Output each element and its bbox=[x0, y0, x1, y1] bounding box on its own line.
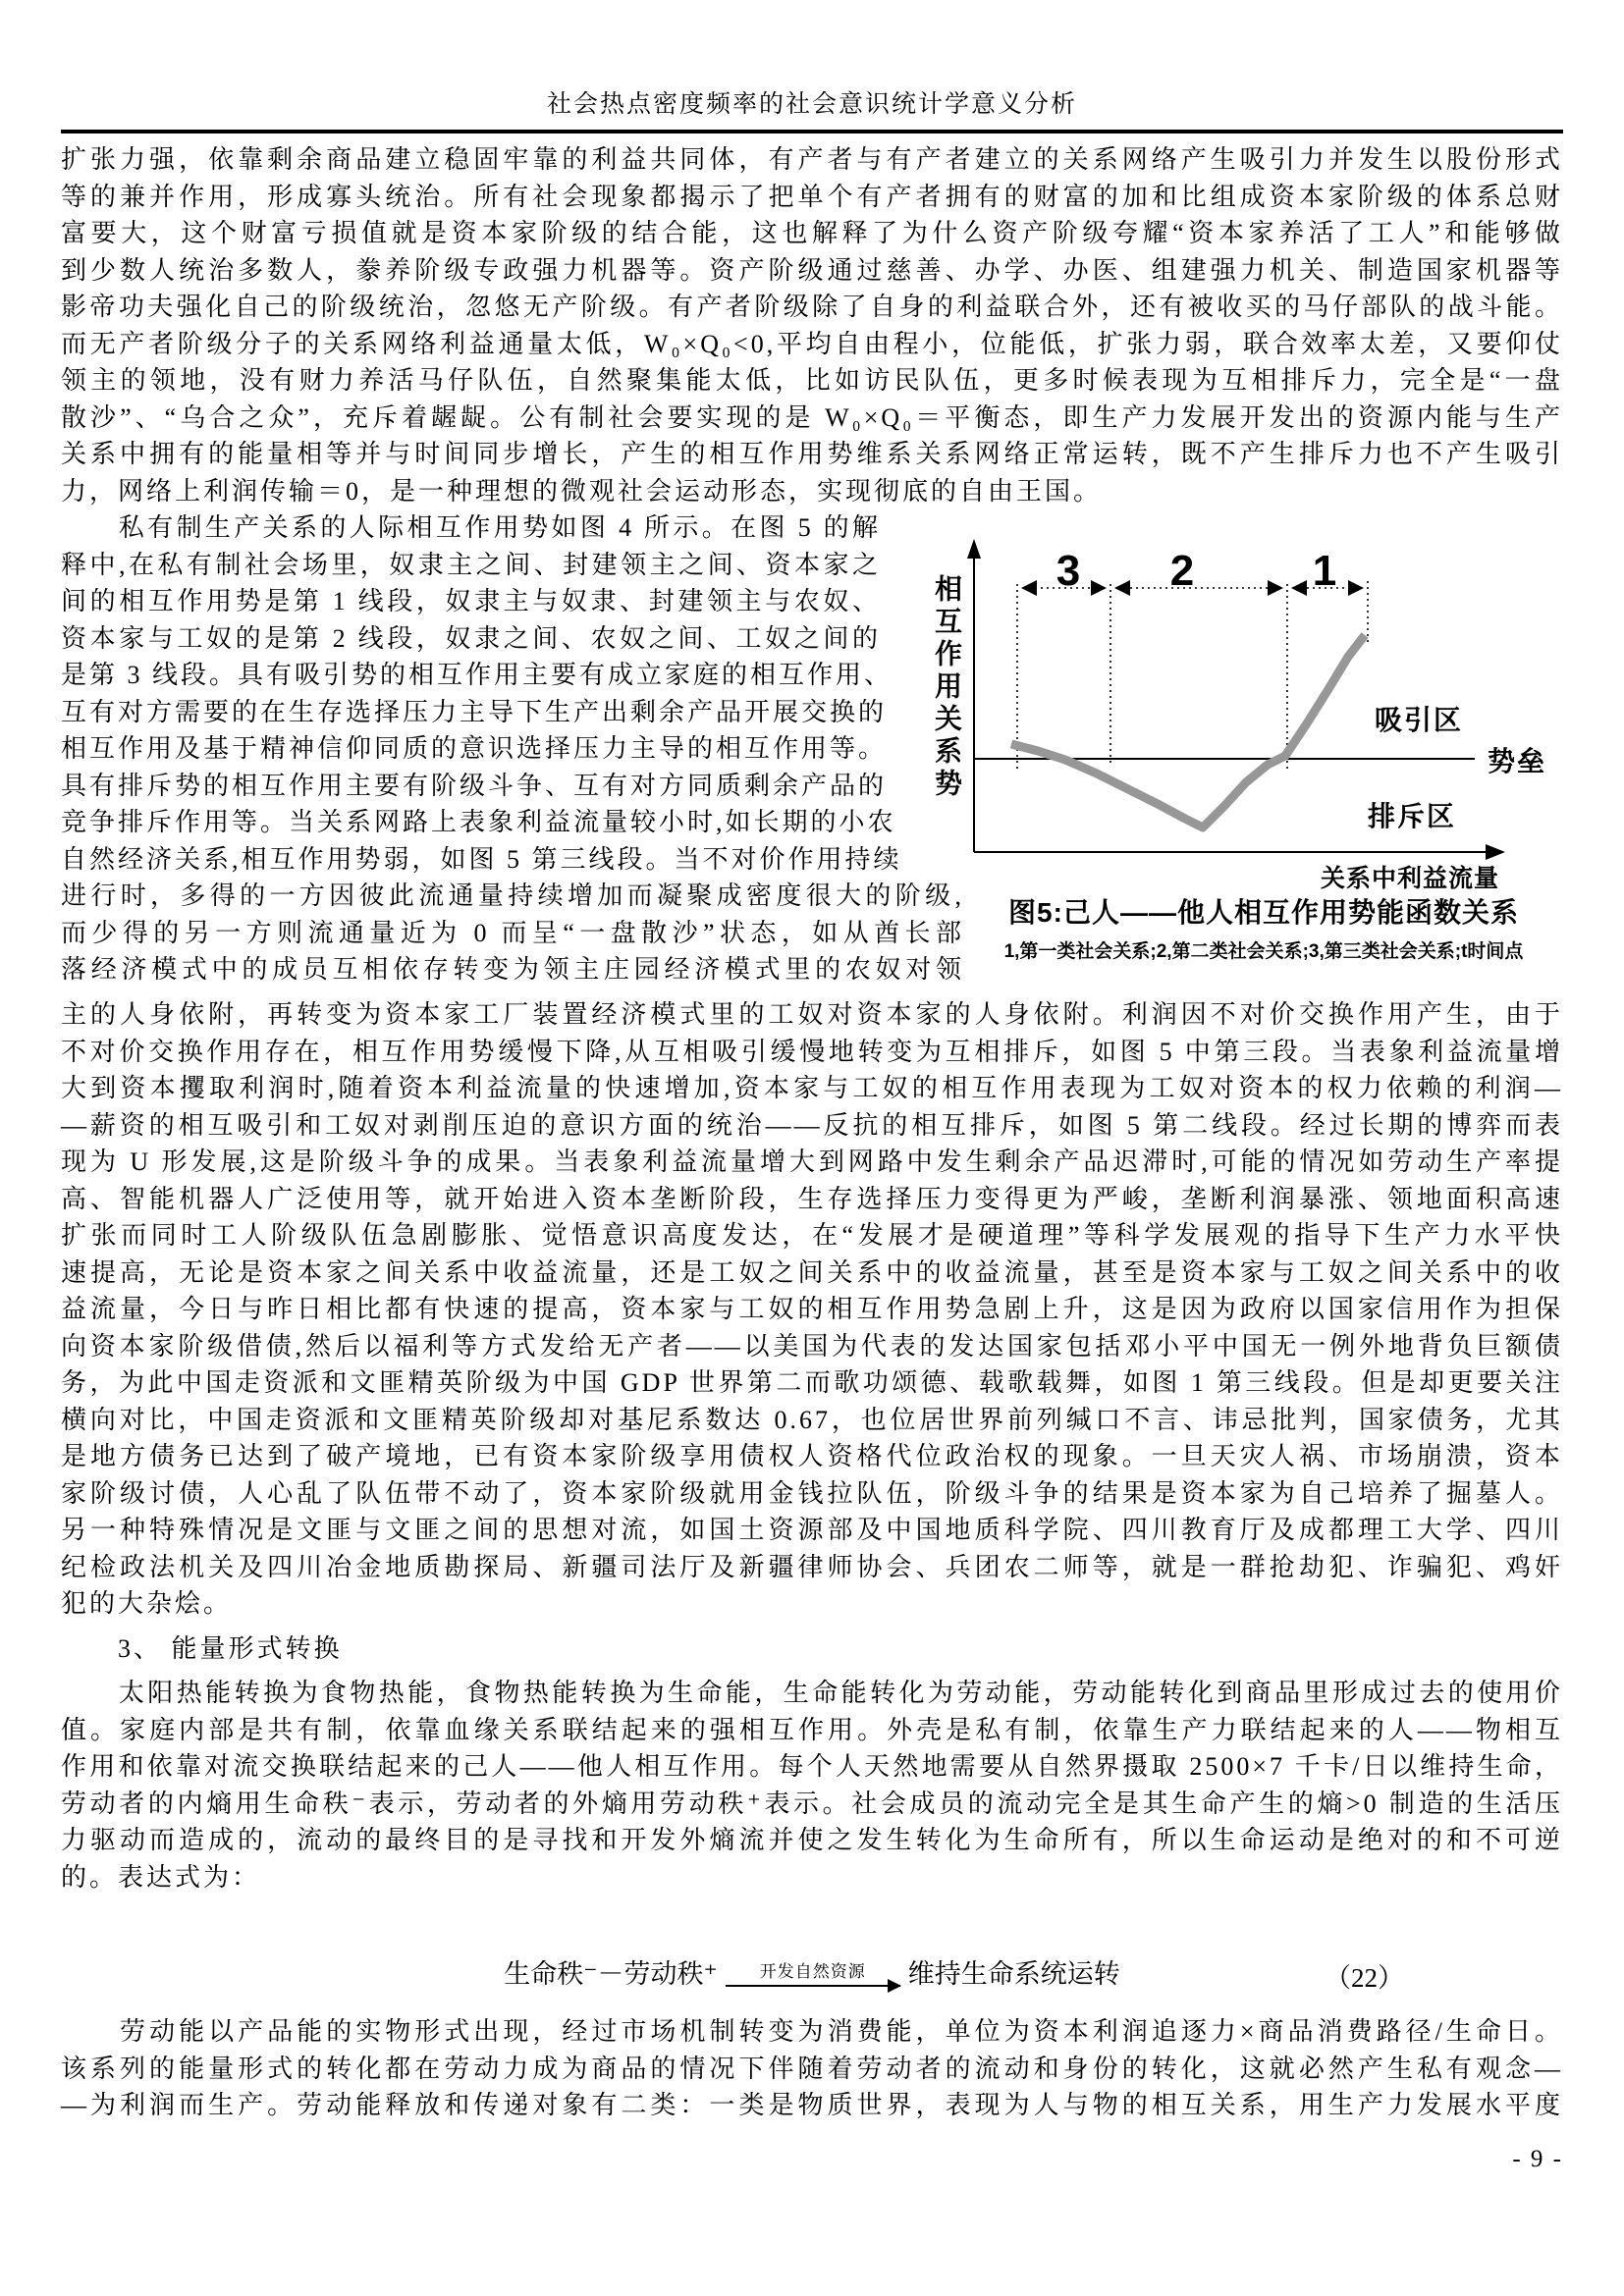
figure-x-axis-label: 关系中利益流量 bbox=[1321, 866, 1500, 892]
text-line: 进行时，多得的一方因彼此流通量持续增加而凝聚成密度很大的阶级, bbox=[61, 881, 964, 910]
text-line: 力驱动而造成的，流动的最终目的是寻找和开发外熵流并使之发生转化为生命所有，所以生命运动是绝对的和不可逆 bbox=[61, 1826, 1563, 1854]
text-line: 是地方债务已达到了破产境地，已有资本家阶级享用债权人资格代位政治权的现象。一旦天灾人祸、市场崩溃，资本 bbox=[61, 1442, 1563, 1470]
text-line: 务，为此中国走资派和文匪精英阶级为中国 GDP 世界第二而歌功颂德、载歌载舞，如图 1 第三线段。但是却更要关注 bbox=[61, 1368, 1563, 1397]
potential-curve bbox=[1011, 635, 1365, 828]
text-line: 到少数人统治多数人，豢养阶级专政强力机器等。资产阶级通过慈善、办学、办医、组建强力机关、制造国家机器等 bbox=[61, 255, 1563, 285]
text-line: 不对价交换作用存在，相互作用势缓慢下降,从互相吸引缓慢地转变为互相排斥，如图 5 中第三段。当表象利益流量增 bbox=[61, 1037, 1563, 1066]
y-axis-arrow bbox=[967, 539, 981, 559]
paragraph-3 bbox=[61, 1675, 1563, 1896]
text-line: 具有排斥势的相互作用主要有阶级斗争、互有对方同质剩余产品的 bbox=[61, 771, 888, 800]
text-line: 益流量，今日与昨日相比都有快速的提高，资本家与工奴的相互作用势急剧上升，这是因为政府以国家信用作为担保 bbox=[61, 1295, 1563, 1323]
text-line: 自然经济关系,相互作用势弱，如图 5 第三线段。当不对价作用持续 bbox=[61, 844, 902, 874]
region-label-2: 2 bbox=[1169, 547, 1195, 595]
text-line: 劳动能以产品能的实物形式出现，经过市场机制转变为消费能，单位为资本利润追逐力×商品消费路径/生命日。 bbox=[61, 2017, 1563, 2046]
equation-number: （22） bbox=[1325, 1963, 1404, 1993]
text-line: 竞争排斥作用等。当关系网路上表象利益流量较小时,如长期的小农 bbox=[61, 808, 896, 836]
text-line: 现为 U 形发展,这是阶级斗争的成果。当表象利益流量增大到网路中发生剩余产品迟滞时,可能的情况如劳动生产率提 bbox=[61, 1148, 1563, 1176]
title-divider bbox=[61, 130, 1563, 133]
text-line: 大到资本攫取利润时,随着资本利益流量的快速增加,资本家与工奴的相互作用表现为工奴对资本的权力依赖的利润— bbox=[61, 1074, 1563, 1102]
region-span-arrow-2 bbox=[1114, 580, 1283, 596]
barrier-label: 势垒 bbox=[1488, 747, 1547, 777]
reaction-arrow-label: 开发自然资源 bbox=[759, 1961, 866, 1981]
text-line: 散沙”、“乌合之众”，充斥着龌龊。公有制社会要实现的是 W₀×Q₀＝平衡态，即生产力发展开发出的资源内能与生产 bbox=[61, 402, 1563, 432]
text-line: 资本家与工奴的是第 2 线段，奴隶之间、农奴之间、工奴之间的 bbox=[61, 623, 881, 653]
text-line: 高、智能机器人广泛使用等，就开始进入资本垄断阶段，生存选择压力变得更为严峻，垄断利润暴涨、领地面积高速 bbox=[61, 1184, 1563, 1213]
repulsion-zone-label: 排斥区 bbox=[1368, 802, 1457, 832]
text-line: 而少得的另一方则流通量近为 0 而呈“一盘散沙”状态，如从酋长部 bbox=[61, 918, 964, 947]
page-title: 社会热点密度频率的社会意识统计学意义分析 bbox=[546, 91, 1077, 118]
text-line: 扩张而同时工人阶级队伍急剧膨胀、觉悟意识高度发达，在“发展才是硬道理”等科学发展观的指导下生产力水平快 bbox=[61, 1221, 1563, 1250]
equation-22 bbox=[61, 1935, 1563, 2005]
text-line: 影帝功夫强化自己的阶级统治，忽悠无产阶级。有产者阶级除了自身的利益联合外，还有被收买的马仔部队的战斗能。 bbox=[61, 293, 1563, 321]
text-line: 劳动者的内熵用生命秩⁻表示，劳动者的外熵用劳动秩⁺表示。社会成员的流动完全是其生命产生的熵>0 制造的生活压 bbox=[61, 1789, 1563, 1818]
text-line: 纪检政法机关及四川冶金地质勘探局、新疆司法厅及新疆律师协会、兵团农二师等，就是一群抢劫犯、诈骗犯、鸡奸 bbox=[61, 1552, 1563, 1581]
text-line: 速提高，无论是资本家之间关系中收益流量，还是工奴之间关系中的收益流量，甚至是资本家与工奴之间关系中的收 bbox=[61, 1257, 1563, 1287]
text-line: 是第 3 线段。具有吸引势的相互作用主要有成立家庭的相互作用、 bbox=[61, 661, 893, 689]
text-line: 落经济模式中的成员互相依存转变为领主庄园经济模式里的农奴对领 bbox=[61, 955, 964, 984]
text-line: 而无产者阶级分子的关系网络利益通量太低，W₀×Q₀<0,平均自由程小，位能低，扩张力弱，联合效率太差，又要仰仗 bbox=[61, 329, 1563, 358]
text-line: 作用和依靠对流交换联结起来的己人——他人相互作用。每个人天然地需要从自然界摄取 2500×7 千卡/日以维持生命， bbox=[61, 1752, 1563, 1781]
paragraph-2 bbox=[61, 996, 1563, 1623]
paragraph-1 bbox=[61, 141, 1563, 509]
text-line: 扩张力强，依靠剩余商品建立稳固牢靠的利益共同体，有产者与有产者建立的关系网络产生吸引力并发生以股份形式 bbox=[61, 145, 1563, 174]
reaction-arrow-icon bbox=[726, 1985, 900, 1987]
text-line: 家阶级讨债，人心乱了队伍带不动了，资本家阶级就用金钱拉队伍，阶级斗争的结果是资本家为自己培养了掘墓人。 bbox=[61, 1478, 1563, 1508]
attraction-zone-label: 吸引区 bbox=[1375, 706, 1464, 736]
text-line: 该系列的能量形式的转化都在劳动力成为商品的情况下伴随着劳动者的流动和身份的转化，这就必然产生私有观念— bbox=[61, 2054, 1563, 2083]
text-line: 等的兼并作用，形成寡头统治。所有社会现象都揭示了把单个有产者拥有的财富的加和比组成资本家阶级的体系总财 bbox=[61, 182, 1563, 211]
text-line: 力，网络上利润传输＝0，是一种理想的微观社会运动形态，实现彻底的自由王国。 bbox=[61, 476, 1103, 506]
section-heading bbox=[61, 1630, 1563, 1668]
text-line: 互有对方需要的在生存选择压力主导下生产出剩余产品开展交换的 bbox=[61, 697, 888, 726]
text-line: 主的人身依附，再转变为资本家工厂装置经济模式里的工奴对资本家的人身依附。利润因不对价交换作用产生，由于 bbox=[61, 1000, 1563, 1029]
page-number: - 9 - bbox=[1512, 2145, 1563, 2172]
text-line: 向资本家阶级借债,然后以福利等方式发给无产者——以美国为代表的发达国家包括邓小平中国无一例外地背负巨额债 bbox=[61, 1331, 1563, 1361]
text-line: 犯的大杂烩。 bbox=[61, 1589, 233, 1618]
text-line: 相互作用及基于精神信仰同质的意识选择压力主导的相互作用等。 bbox=[61, 734, 888, 763]
figure-caption: 图5:己人——他人相互作用势能函数关系 bbox=[1008, 897, 1519, 928]
text-line: 间的相互作用势是第 1 线段，奴隶主与奴隶、封建领主与农奴、 bbox=[61, 587, 881, 615]
text-line: 私有制生产关系的人际相互作用势如图 4 所示。在图 5 的解 bbox=[61, 513, 881, 542]
text-line: 的。表达式为： bbox=[61, 1862, 261, 1892]
text-line: 太阳热能转换为食物热能，食物热能转换为生命能，生命能转化为劳动能，劳动能转化到商品里形成过去的使用价 bbox=[61, 1679, 1563, 1707]
text-line: 领主的领地，没有财力养活马仔队伍，自然聚集能太低，比如访民队伍，更多时候表现为互相排斥力，完全是“一盘 bbox=[61, 366, 1563, 395]
text-line: 另一种特殊情况是文匪与文匪之间的思想对流，如国土资源部及中国地质科学院、四川教育厅及成都理工大学、四川 bbox=[61, 1516, 1563, 1544]
figure-y-axis-label: 相互作用关系势 bbox=[931, 574, 961, 801]
figure-subcaption: 1,第一类社会关系;2,第二类社会关系;3,第三类社会关系;t时间点 bbox=[1003, 941, 1524, 962]
text-line: 3、 能量形式转换 bbox=[61, 1633, 343, 1663]
text-line: 释中,在私有制社会场里，奴隶主之间、封建领主之间、资本家之 bbox=[61, 550, 881, 579]
paragraph-4 bbox=[61, 2013, 1563, 2124]
reaction-arrow bbox=[726, 1957, 900, 1987]
text-line: 关系中拥有的能量相等并与时间同步增长，产生的相互作用势维系关系网络正常运转，既不产生排斥力也不产生吸引 bbox=[61, 440, 1563, 468]
text-line: —为利润而生产。劳动能释放和传递对象有二类：一类是物质世界，表现为人与物的相互关系，用生产力发展水平度 bbox=[61, 2091, 1563, 2119]
equation-right-term: 维持生命系统运转 bbox=[907, 1959, 1120, 1989]
region-label-3: 3 bbox=[1056, 547, 1081, 595]
text-line: 横向对比，中国走资派和文匪精英阶级却对基尼系数达 0.67，也位居世界前列缄口不言、讳忌批判，国家债务，尤其 bbox=[61, 1405, 1563, 1434]
figure-plot bbox=[891, 537, 1578, 876]
text-line: 富要大，这个财富亏损值就是资本家阶级的结合能，这也解释了为什么资产阶级夸耀“资本家养活了工人”和能够做 bbox=[61, 219, 1563, 247]
equation-left-term: 生命秩⁻－劳动秩⁺ bbox=[504, 1959, 718, 1989]
figure-5 bbox=[891, 537, 1578, 988]
x-axis-arrow bbox=[1486, 844, 1505, 860]
text-line: 值。家庭内部是共有制，依靠血缘关系联结起来的强相互作用。外壳是私有制，依靠生产力联结起来的人——物相互 bbox=[61, 1715, 1563, 1744]
text-line: —薪资的相互吸引和工奴对剥削压迫的意识方面的统治——反抗的相互排斥，如图 5 第二线段。经过长期的博弈而表 bbox=[61, 1110, 1563, 1140]
figure-section bbox=[61, 509, 1563, 988]
region-label-1: 1 bbox=[1312, 547, 1337, 595]
